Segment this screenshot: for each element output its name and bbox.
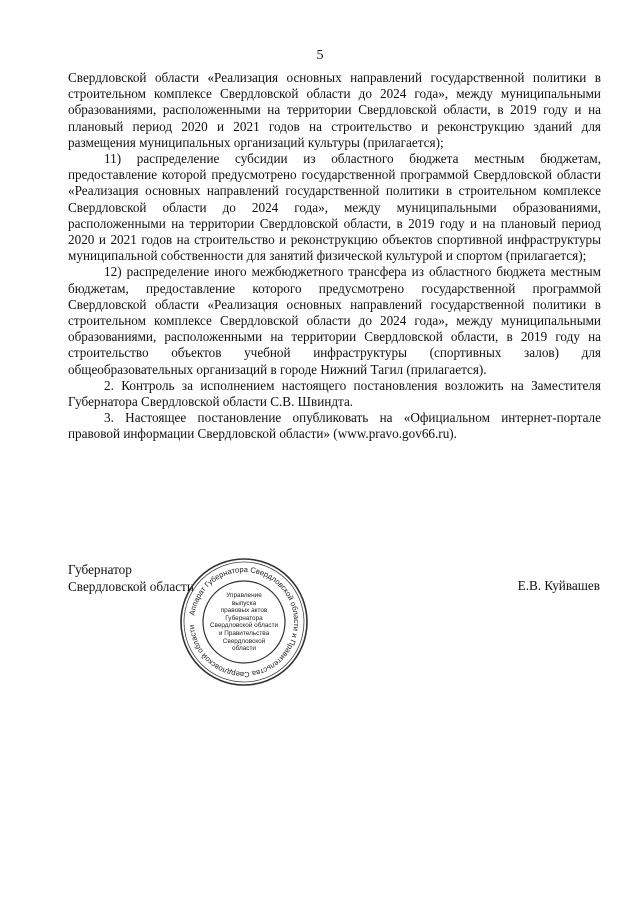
stamp-ring-text: Аппарат Губернатора Свердловской области и Правительства Свердловской области: [187, 564, 302, 680]
document-body: [68, 70, 601, 443]
stamp-inner-text: [204, 592, 284, 653]
signature-name: Е.В. Куйвашев: [517, 578, 600, 593]
stamp-inner-line: Свердловской области: [209, 622, 279, 630]
stamp-inner-line: области: [232, 645, 256, 653]
stamp-inner-line: правовых актов: [220, 607, 268, 615]
stamp-inner-line: выпуска: [231, 599, 257, 607]
stamp-inner-line: и Правительства: [218, 629, 270, 637]
signature-title-line2: Свердловской области: [68, 579, 194, 594]
signature-title: [68, 561, 194, 595]
paragraph-item-12: 12) распределение иного межбюджетного трансфера из областного бюджета местным бюджетам, предоставление которого предусмотрено государственной программой Свердловской области «Реализация основных направлений государственной политики в строительном комплексе Свердловской области до 2024 года», между муниципальными образованиями, расположенными на территории Свердловской области, в 2019 году на строительство объектов учебной инфраструктуры (спортивных залов) для общеобразовательных организаций в городе Нижний Тагил (прилагается).: [68, 264, 601, 377]
paragraph-publication: 3. Настоящее постановление опубликовать на «Официальном интернет-портале правовой информации Свердловской области» (www.pravo.gov66.ru).: [68, 410, 601, 442]
paragraph-continuation: Свердловской области «Реализация основных направлений государственной политики в строительном комплексе Свердловской области до 2024 года», между муниципальными образованиями, расположенными на территории Свердловской области, в 2019 году и на плановый период 2020 и 2021 годов на строительство и реконструкцию зданий для размещения муниципальных организаций культуры (прилагается);: [68, 70, 601, 150]
official-stamp: [178, 556, 310, 688]
stamp-inner-line: Свердловской: [222, 637, 266, 645]
paragraph-item-11: 11) распределение субсидии из областного бюджета местным бюджетам, предоставление которой предусмотрено государственной программой Свердловской области «Реализация основных направлений государственной политики в строительном комплексе Свердловской области до 2024 года», между муниципальными образованиями, расположенными на территории Свердловской области, в 2019 году и на плановый период 2020 и 2021 годов на строительство и реконструкцию объектов спортивной инфраструктуры муниципальной собственности для занятий физической культурой и спортом (прилагается);: [68, 151, 601, 264]
signature-title-line1: Губернатор: [68, 562, 132, 577]
paragraph-control: 2. Контроль за исполнением настоящего постановления возложить на Заместителя Губернатора Свердловской области С.В. Швиндта.: [68, 377, 601, 410]
stamp-inner-line: Губернатора: [225, 614, 263, 622]
page-number: 5: [316, 48, 324, 63]
stamp-inner-line: Управление: [226, 592, 262, 599]
